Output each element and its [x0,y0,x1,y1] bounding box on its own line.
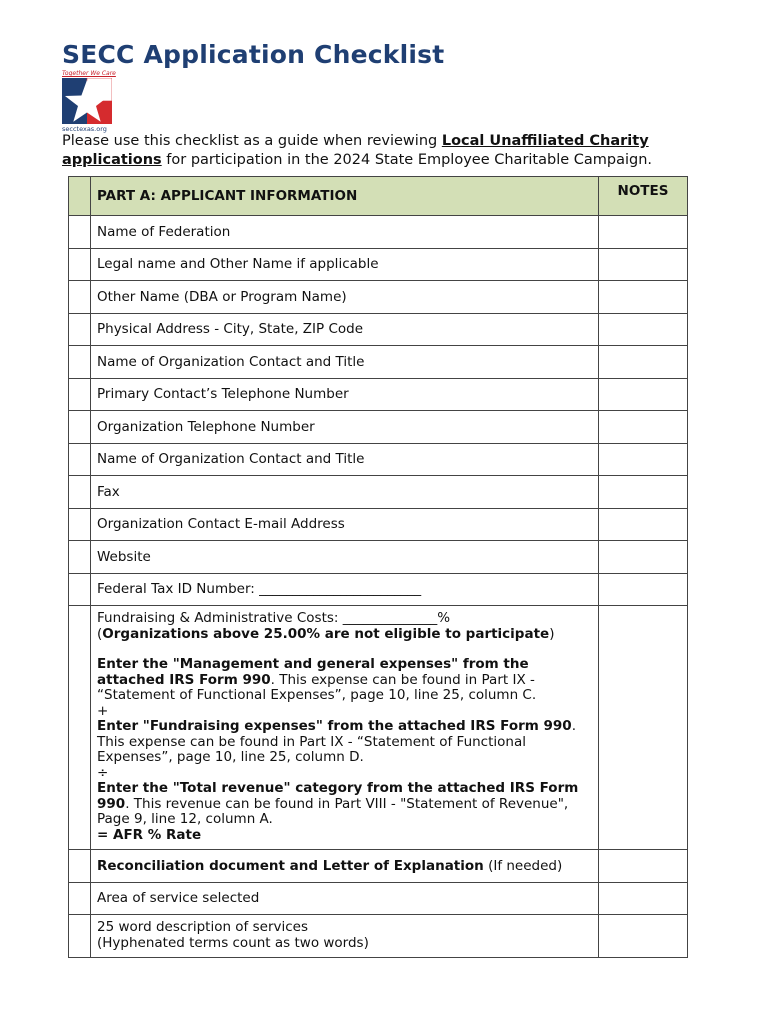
checklist-row [69,882,688,915]
checklist-row [69,476,688,509]
table-header-row [69,177,688,216]
divide-operator: ÷ [97,764,109,781]
logo-url: secctexas.org [62,125,107,133]
notes-cell[interactable] [599,508,688,541]
reconciliation-item: Reconciliation document and Letter of Explanation (If needed) [91,850,599,883]
checkbox-icon[interactable] [69,476,91,509]
checklist-item: Legal name and Other Name if applicable [91,248,599,281]
header-blank-cell [69,177,91,216]
checkbox-icon[interactable] [69,915,91,958]
notes-cell[interactable] [599,606,688,850]
notes-cell[interactable] [599,573,688,606]
afr-row [69,606,688,850]
checklist-row [69,508,688,541]
logo-tagline: Together We Care [62,70,116,77]
checkbox-icon[interactable] [69,508,91,541]
checklist-row [69,850,688,883]
afr-instructions [91,606,599,850]
checklist-row [69,281,688,314]
checkbox-icon[interactable] [69,346,91,379]
checkbox-icon[interactable] [69,248,91,281]
notes-header: NOTES [599,177,688,216]
intro-paragraph: Please use this checklist as a guide when reviewing Local Unaffiliated Charity applications for participation in the 2024 State Employee Charitable Campaign. [62,133,653,168]
checkbox-icon[interactable] [69,378,91,411]
afr-step-fundraising: Enter "Fundraising expenses" from the attached IRS Form 990. This expense can be found in Part IX - “Statement of Functional Expenses”, page 10, line 25, column D. [97,718,576,765]
notes-cell[interactable] [599,216,688,249]
checkbox-icon[interactable] [69,216,91,249]
checklist-item: Name of Federation [91,216,599,249]
notes-cell[interactable] [599,346,688,379]
checkbox-icon[interactable] [69,541,91,574]
plus-operator: + [97,702,109,719]
checklist-row [69,248,688,281]
secc-logo [62,70,114,134]
checklist-row [69,443,688,476]
notes-cell[interactable] [599,882,688,915]
checklist-row [69,378,688,411]
checklist-table [68,176,688,958]
checklist-item: Organization Telephone Number [91,411,599,444]
checklist-item: Other Name (DBA or Program Name) [91,281,599,314]
description-item: 25 word description of services (Hyphenated terms count as two words) [91,915,599,958]
checkbox-icon[interactable] [69,882,91,915]
checklist-item: Primary Contact’s Telephone Number [91,378,599,411]
afr-step-revenue: Enter the "Total revenue" category from the attached IRS Form 990. This revenue can be found in Part VIII - "Statement of Revenue", Page 9, line 12, column A. [97,780,579,827]
checklist-row [69,313,688,346]
notes-cell[interactable] [599,915,688,958]
notes-cell[interactable] [599,313,688,346]
checkbox-icon[interactable] [69,281,91,314]
checklist-row [69,541,688,574]
checklist-item: Fax [91,476,599,509]
checkbox-icon[interactable] [69,850,91,883]
part-a-header: PART A: APPLICANT INFORMATION [91,177,599,216]
notes-cell[interactable] [599,378,688,411]
checklist-item: Area of service selected [91,882,599,915]
checklist-item: Name of Organization Contact and Title [91,443,599,476]
checklist-item: Organization Contact E-mail Address [91,508,599,541]
afr-result: = AFR % Rate [97,826,202,843]
checklist-item: Name of Organization Contact and Title [91,346,599,379]
checklist-row [69,411,688,444]
checklist-item: Federal Tax ID Number: ________________________ [91,573,599,606]
checkbox-icon[interactable] [69,606,91,850]
checklist-row [69,216,688,249]
afr-costs-line: Fundraising & Administrative Costs: ______________% [97,610,451,626]
notes-cell[interactable] [599,411,688,444]
notes-cell[interactable] [599,850,688,883]
checklist-item: Website [91,541,599,574]
checklist-row [69,346,688,379]
checkbox-icon[interactable] [69,313,91,346]
local-unaffiliated-charity-link[interactable]: Local Unaffiliated Charity applications [62,133,649,168]
checkbox-icon[interactable] [69,573,91,606]
notes-cell[interactable] [599,476,688,509]
notes-cell[interactable] [599,443,688,476]
afr-step-management: Enter the "Management and general expenses" from the attached IRS Form 990. This expense can be found in Part IX - “Statement of Functional Expenses”, page 10, line 25, column C. [97,656,537,703]
notes-cell[interactable] [599,248,688,281]
texas-star-icon [62,78,112,124]
page-title: SECC Application Checklist [62,40,445,69]
afr-eligibility-note: (Organizations above 25.00% are not eligible to participate) [97,625,555,642]
notes-cell[interactable] [599,541,688,574]
checklist-row [69,573,688,606]
checklist-row [69,915,688,958]
checkbox-icon[interactable] [69,411,91,444]
checklist-item: Physical Address - City, State, ZIP Code [91,313,599,346]
notes-cell[interactable] [599,281,688,314]
checkbox-icon[interactable] [69,443,91,476]
